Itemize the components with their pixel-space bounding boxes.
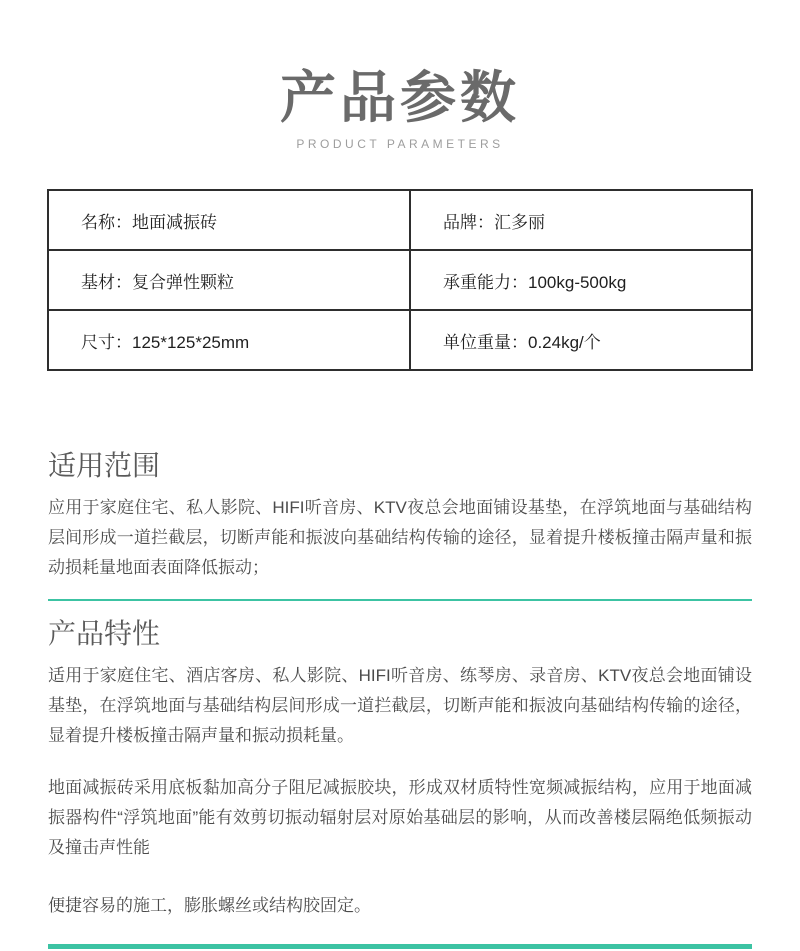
spec-row-1 <box>48 190 752 250</box>
spec-cell-weight: 单位重量：0.24kg/个 <box>410 310 752 370</box>
section-scope <box>48 449 752 583</box>
page-header <box>0 0 800 151</box>
features-heading: 产品特性 <box>48 618 161 650</box>
page-subtitle: PRODUCT PARAMETERS <box>296 137 504 152</box>
scope-heading: 适用范围 <box>48 450 161 482</box>
spec-row-2 <box>48 250 752 310</box>
features-paragraph-1: 适用于家庭住宅、酒店客房、私人影院、HIFI听音房、练琴房、录音房、KTV夜总会地面铺设基垫，在浮筑地面与基础结构层间形成一道拦截层，切断声能和振波向基础结构传输的途径，显着提升楼板撞击隔声量和振动损耗量。 <box>48 666 752 746</box>
spec-cell-size: 尺寸：125*125*25mm <box>48 310 410 370</box>
page-content <box>48 449 752 921</box>
section-features <box>48 617 752 921</box>
teal-divider <box>48 599 752 601</box>
spec-cell-name: 名称：地面减振砖 <box>48 190 410 250</box>
spec-cell-capacity: 承重能力：100kg-500kg <box>410 250 752 310</box>
features-paragraph-2: 地面减振砖采用底板黏加高分子阻尼减振胶块，形成双材质特性宽频减振结构，应用于地面减振器构件“浮筑地面”能有效剪切振动辐射层对原始基础层的影响，从而改善楼层隔绝低频振动及撞击声性能 <box>48 778 752 858</box>
features-paragraph-3: 便捷容易的施工，膨胀螺丝或结构胶固定。 <box>48 896 371 916</box>
spec-table <box>47 189 753 371</box>
spec-row-3 <box>48 310 752 370</box>
spec-cell-brand: 品牌：汇多丽 <box>410 190 752 250</box>
bottom-accent-bar <box>48 944 752 949</box>
spec-cell-material: 基材：复合弹性颗粒 <box>48 250 410 310</box>
scope-body-text: 应用于家庭住宅、私人影院、HIFI听音房、KTV夜总会地面铺设基垫，在浮筑地面与基础结构层间形成一道拦截层，切断声能和振波向基础结构传输的途径，显着提升楼板撞击隔声量和振动损耗量地面表面降低振动； <box>48 498 752 578</box>
page-title: 产品参数 <box>280 66 520 129</box>
